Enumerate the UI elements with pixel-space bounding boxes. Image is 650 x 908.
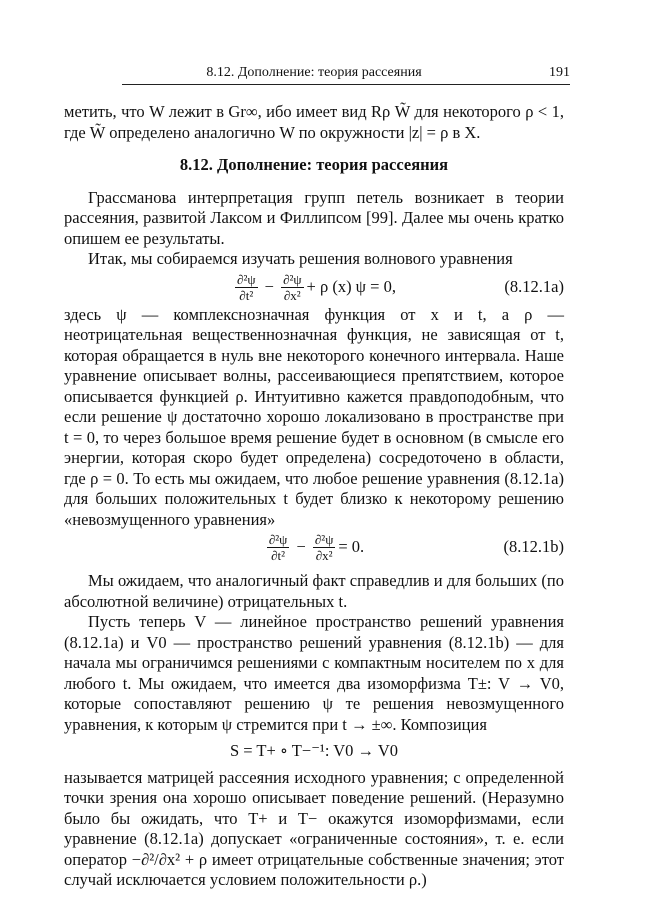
paragraph-continuation: метить, что W лежит в Gr∞, ибо имеет вид Rρ W̃ для некоторого ρ < 1, где W̃ определено аналогично W по окружности |z| = ρ в X. [64, 102, 564, 142]
paragraph-scattering-matrix: называется матрицей рассеяния исходного уравнения; с определенной точки зрения она хорошо описывает поведение решений. (Неразумно было бы ожидать, что T+ и T− окажутся изоморфизмами, если уравнение (8.12.1a) допускает «ограниченные состояния», т. е. если оператор −∂²/∂x² + ρ имеет отрицательные собственные значения; этот случай исключается условием положительности ρ.) [64, 767, 564, 889]
paragraph-wave-equation: Итак, мы собираемся изучать решения волнового уравнения [88, 249, 513, 268]
equation-number: (8.12.1a) [504, 276, 564, 296]
equation-8-12-1b: $\frac{\text{∂²ψ}}{\text{∂t²}}$ − $\frac{\text{∂²ψ}}{\text{∂x²}}$ = 0. (8.12.1b) [268, 532, 564, 563]
equation-number: (8.12.1b) [503, 537, 564, 557]
fraction-d2psi-dt2: $\frac{\text{∂²ψ}}{\text{∂t²}}$ [268, 532, 288, 563]
fraction-d2psi-dx2: $\frac{\text{∂²ψ}}{\text{∂x²}}$ [283, 271, 302, 303]
running-header [64, 62, 570, 84]
equation-rest: + ρ (x) ψ = 0, [306, 276, 396, 296]
equation-rest: = 0. [338, 537, 365, 557]
equation-8-12-1a: $\frac{\text{∂²ψ}}{\text{∂t²}}$ − $\frac{\text{∂²ψ}}{\text{∂x²}}$ + ρ (x) ψ = 0, (8.12.1a) [237, 271, 564, 303]
header-rule [122, 84, 570, 85]
page-number: 191 [549, 65, 570, 80]
page [64, 62, 570, 889]
page-body [64, 102, 564, 891]
fraction-d2psi-dx2: $\frac{\text{∂²ψ}}{\text{∂x²}}$ [314, 532, 334, 563]
paragraph-intro: Грассманова интерпретация групп петель возникает в теории рассеяния, развитой Лаксом и Филлипсом [99]. Далее мы очень кратко опишем ее результаты. [64, 187, 564, 248]
paragraph-psi-description: здесь ψ — комплекснозначная функция от x и t, а ρ — неотрицательная вещественнозначная функция, не зависящая от t, которая обращается в нуль вне некоторого конечного интервала. Наше уравнение описывает волны, рассеивающиеся препятствием, которое описывается функцией ρ. Интуитивно кажется правдоподобным, что если решение ψ достаточно хорошо локализовано в пространстве при t = 0, то через большое время решение будет в основном (в смысле его энергии, которая скоро будет определена) сосредоточено в области, где ρ = 0. То есть мы ожидаем, что любое решение уравнения (8.12.1a) для больших положительных t будет близко к некоторому решению «невозмущенного уравнения» [64, 304, 564, 529]
paragraph-negative-t: Мы ожидаем, что аналогичный факт справедлив и для больших (по абсолютной величине) отрицательных t. [64, 571, 564, 611]
running-title: 8.12. Дополнение: теория рассеяния [206, 65, 422, 80]
section-title: 8.12. Дополнение: теория рассеяния [179, 155, 449, 174]
scattering-matrix-formula: S = T+ ∘ T−⁻¹: V0 → V0 [229, 741, 399, 760]
fraction-d2psi-dt2: $\frac{\text{∂²ψ}}{\text{∂t²}}$ [237, 271, 256, 303]
paragraph-spaces: Пусть теперь V — линейное пространство решений уравнения (8.12.1a) и V0 — пространство решений уравнения (8.12.1b) — для начала мы ограничимся решениями с компактным носителем по x для любого t. Мы ожидаем, что имеется два изоморфизма T±: V → V0, которые сопоставляют решению ψ те решения невозмущенного уравнения, к которым ψ стремится при t → ±∞. Композиция [64, 612, 564, 734]
equation-scattering-matrix [64, 741, 564, 762]
